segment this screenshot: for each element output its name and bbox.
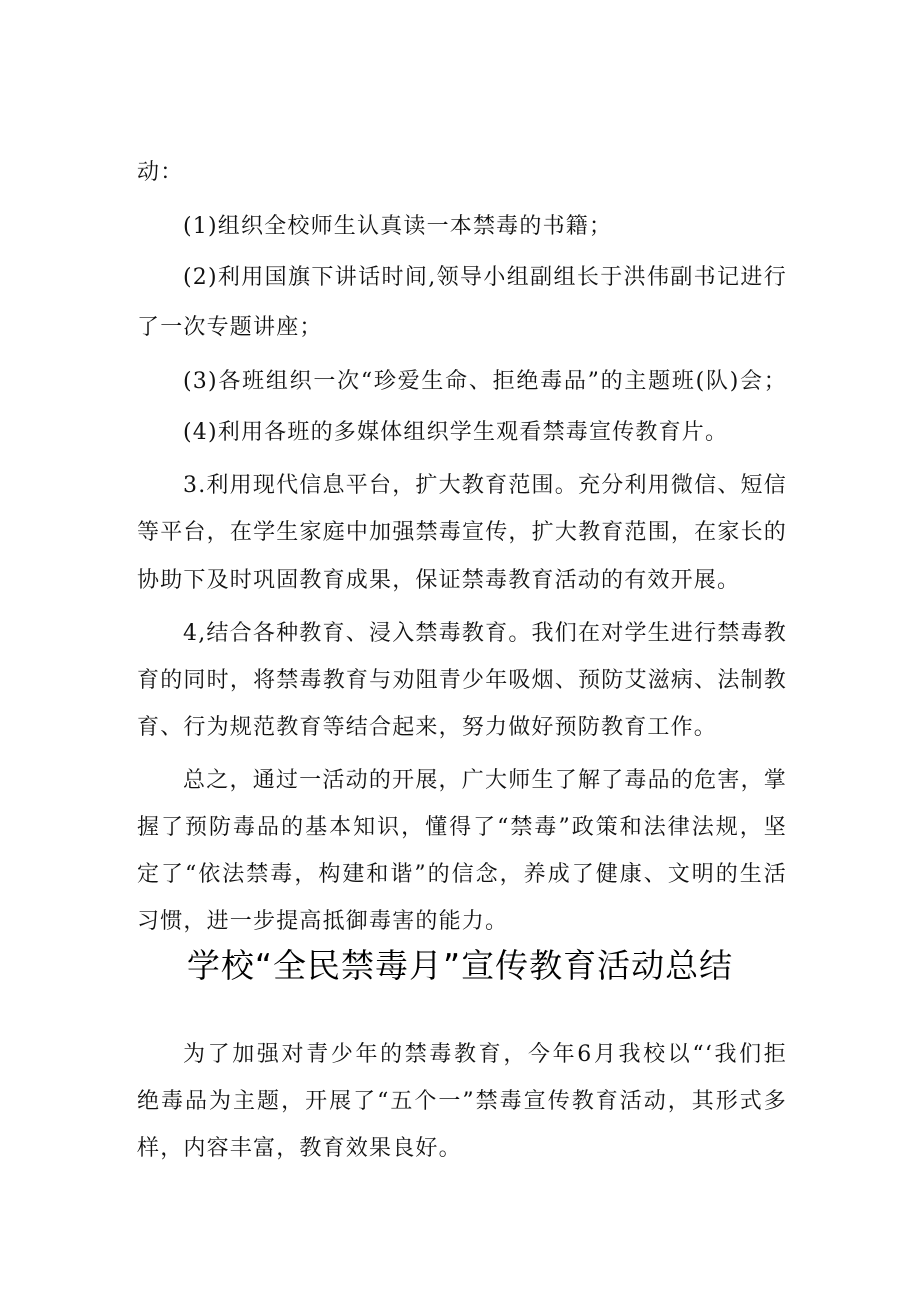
- paragraph-line: 等平台，在学生家庭中加强禁毒宣传，扩大教育范围，在家长的: [137, 520, 787, 545]
- intro-line: 为了加强对青少年的禁毒教育，今年6月我校以“‘我们拒: [183, 1042, 787, 1067]
- text-line: 了一次专题讲座；: [137, 315, 323, 340]
- paragraph-line: 定了“依法禁毒，构建和谐”的信念，养成了健康、文明的生活: [137, 862, 787, 887]
- list-item: (2)利用国旗下讲话时间,领导小组副组长于洪伟副书记进行: [183, 265, 787, 290]
- text-line: 动：: [137, 160, 184, 185]
- list-item: (1)组织全校师生认真读一本禁毒的书籍；: [183, 214, 613, 239]
- list-item: (3)各班组织一次“珍爱生命、拒绝毒品”的主题班(队)会；: [183, 369, 787, 394]
- paragraph-line: 协助下及时巩固教育成果，保证禁毒教育活动的有效开展。: [137, 568, 741, 593]
- list-item: (4)利用各班的多媒体组织学生观看禁毒宣传教育片。: [183, 420, 729, 445]
- paragraph-line: 3.利用现代信息平台，扩大教育范围。充分利用微信、短信: [183, 473, 787, 498]
- paragraph-line: 育的同时，将禁毒教育与劝阻青少年吸烟、预防艾滋病、法制教: [137, 668, 787, 693]
- paragraph-line: 握了预防毒品的基本知识，懂得了“禁毒”政策和法律法规，坚: [137, 815, 787, 840]
- document-title: 学校“全民禁毒月”宣传教育活动总结: [186, 946, 734, 985]
- paragraph-line: 4,结合各种教育、浸入禁毒教育。我们在对学生进行禁毒教: [183, 621, 787, 646]
- intro-line: 样，内容丰富，教育效果良好。: [137, 1136, 462, 1161]
- paragraph-line: 育、行为规范教育等结合起来，努力做好预防教育工作。: [137, 715, 718, 740]
- paragraph-line: 总之，通过一活动的开展，广大师生了解了毒品的危害，掌: [183, 768, 787, 793]
- paragraph-line: 习惯，进一步提高抵御毒害的能力。: [137, 909, 509, 934]
- intro-line: 绝毒品为主题，开展了“五个一”禁毒宣传教育活动，其形式多: [137, 1089, 787, 1114]
